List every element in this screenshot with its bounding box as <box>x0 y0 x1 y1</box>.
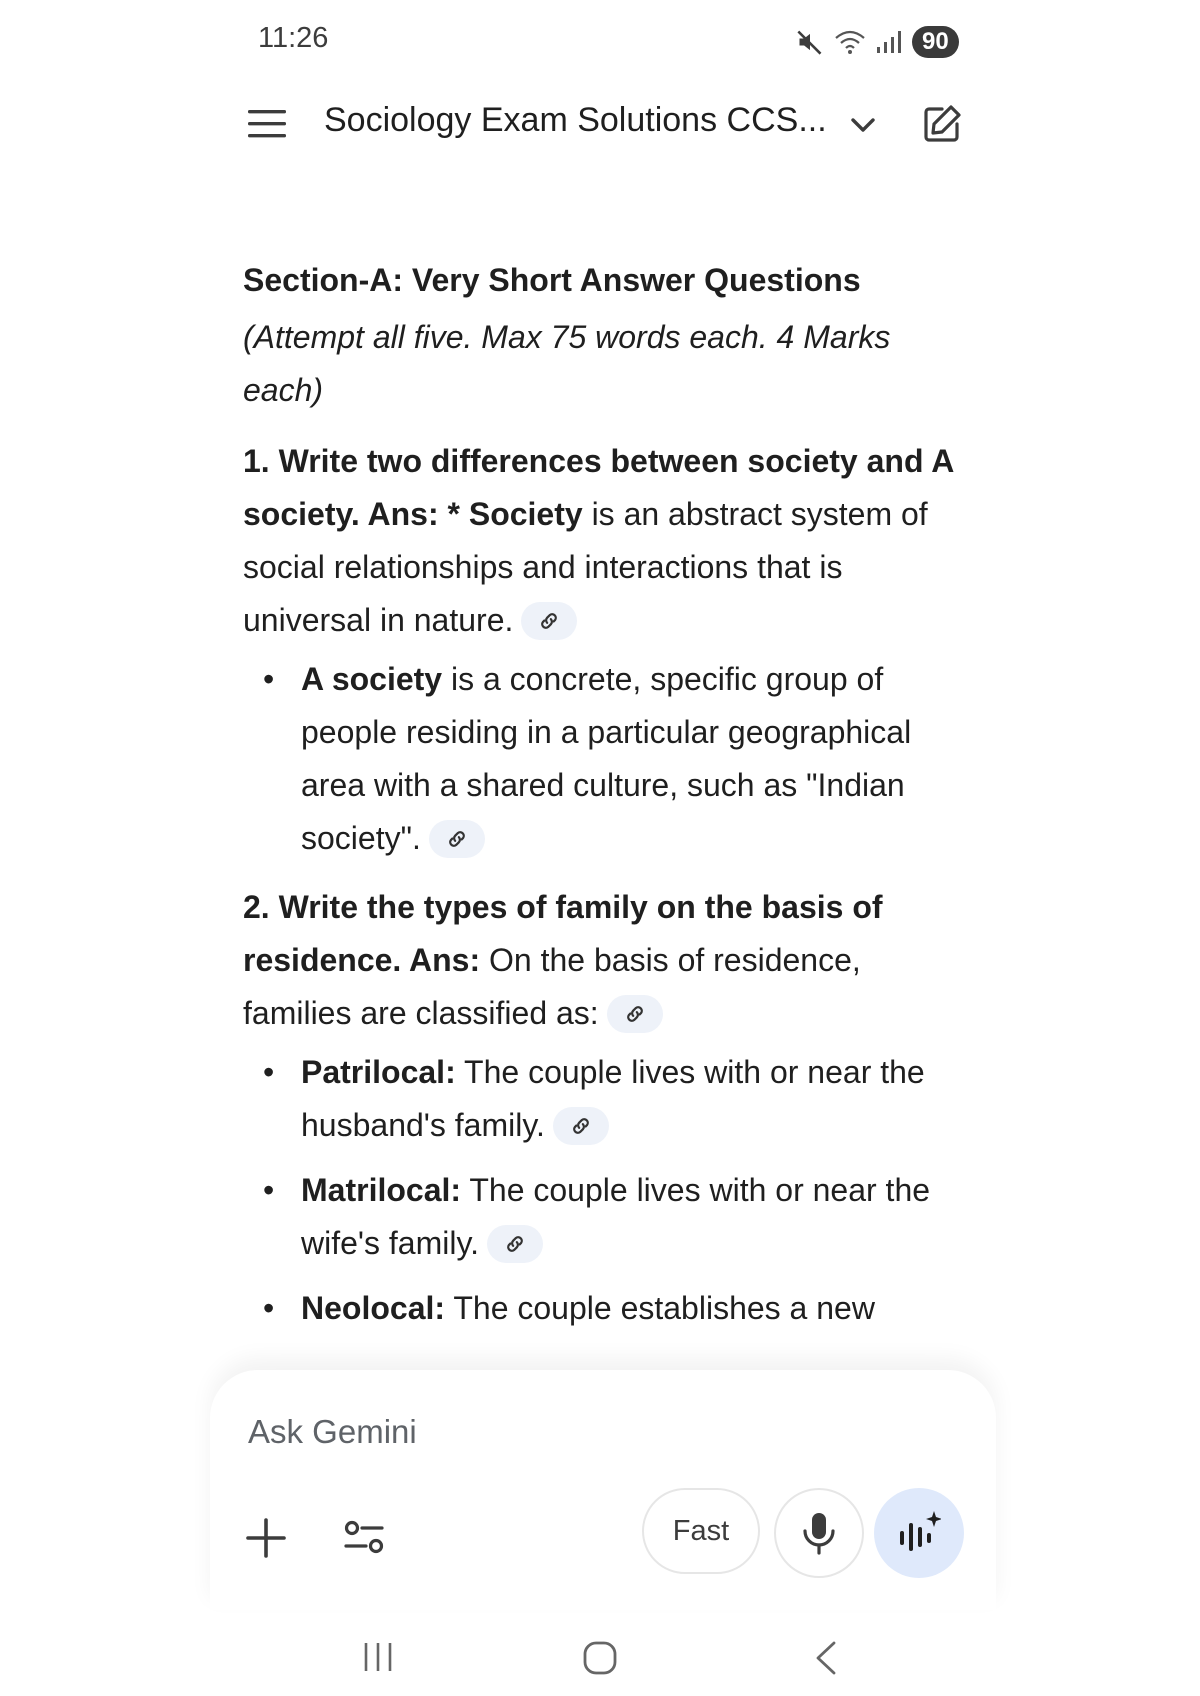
question-2-text: 2. Write the types of family on the basis of residence. Ans: <box>243 889 883 978</box>
wifi-icon <box>834 28 866 56</box>
instruction-text: (Attempt all five. Max 75 words each. 4 Marks each) <box>243 319 891 408</box>
source-link-chip[interactable] <box>429 820 485 858</box>
back-icon[interactable] <box>810 1640 840 1676</box>
link-icon <box>624 1003 646 1025</box>
bullet-text: The couple establishes a new <box>445 1290 875 1326</box>
link-icon <box>570 1115 592 1137</box>
link-icon <box>504 1233 526 1255</box>
bullet-text: The couple lives with or near the wife's family. <box>301 1172 931 1261</box>
link-icon <box>446 828 468 850</box>
edit-icon[interactable] <box>920 102 964 146</box>
source-link-chip[interactable] <box>607 995 663 1033</box>
source-link-chip[interactable] <box>521 602 577 640</box>
mute-icon <box>796 28 824 56</box>
status-time: 11:26 <box>258 22 329 54</box>
bullet-term: A society <box>301 661 443 697</box>
bullet-term: Matrilocal: <box>301 1172 462 1208</box>
recents-icon[interactable] <box>361 1640 395 1674</box>
chat-title[interactable]: Sociology Exam Solutions CCS... <box>324 101 827 139</box>
bullet-text: The couple lives with or near the husband's family. <box>301 1054 925 1143</box>
prompt-panel <box>210 1370 996 1610</box>
list-item <box>243 1046 969 1152</box>
home-icon[interactable] <box>582 1640 618 1676</box>
microphone-button[interactable] <box>774 1488 864 1578</box>
gemini-live-button[interactable] <box>874 1488 964 1578</box>
ask-gemini-input[interactable] <box>246 1412 810 1452</box>
response-content <box>243 254 969 1351</box>
list-item <box>243 1282 969 1335</box>
bullet-term: Patrilocal: <box>301 1054 456 1090</box>
question-2 <box>243 881 969 1040</box>
question-1-answer: is an abstract system of social relationships and interactions that is universal in nature. <box>243 496 928 638</box>
list-item <box>243 1164 969 1270</box>
bullet-term: Neolocal: <box>301 1290 446 1326</box>
microphone-icon <box>801 1511 837 1555</box>
bullet-text: is a concrete, specific group of people residing in a particular geographical area with a shared culture, such as "Indian society". <box>301 661 912 856</box>
list-item <box>243 653 969 865</box>
tools-icon[interactable] <box>340 1514 388 1562</box>
link-icon <box>538 610 560 632</box>
plus-icon[interactable] <box>244 1516 288 1560</box>
question-2-answer: On the basis of residence, families are classified as: <box>243 942 861 1031</box>
question-2-bullets <box>243 1046 969 1335</box>
question-1-text: 1. Write two differences between society and A society. Ans: * Society <box>243 443 954 532</box>
status-icons <box>796 24 959 60</box>
source-link-chip[interactable] <box>487 1225 543 1263</box>
question-1 <box>243 435 969 647</box>
chevron-down-icon[interactable] <box>846 108 880 142</box>
question-1-bullets <box>243 653 969 865</box>
section-heading: Section-A: Very Short Answer Questions <box>243 262 861 298</box>
live-waveform-icon <box>897 1509 941 1557</box>
menu-icon[interactable] <box>244 104 290 144</box>
signal-icon <box>876 29 902 55</box>
model-mode-button[interactable]: Fast <box>642 1488 760 1574</box>
source-link-chip[interactable] <box>553 1107 609 1145</box>
battery-badge: 90 <box>912 26 959 58</box>
